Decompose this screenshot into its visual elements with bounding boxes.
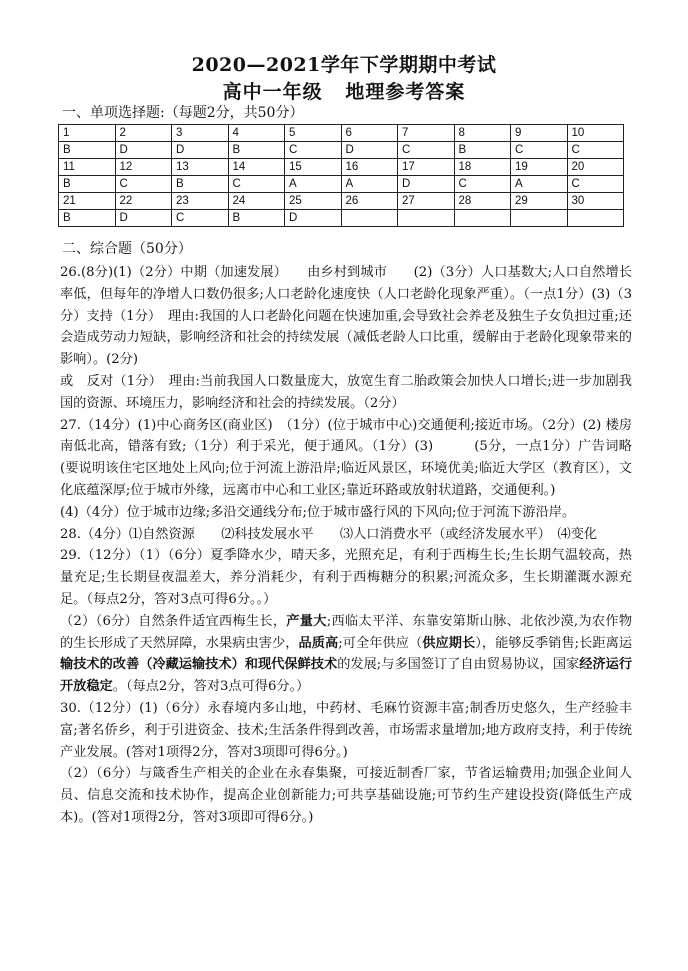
answer-cell: D [285,210,342,227]
q30-part2-answer: （2）（6分）与箴香生产相关的企业在永春集聚，可接近制香厂家，节省运输费用;加强企业间人员、信息交流和技术协作，提高企业创新能力;可共享基础设施;可节约生产建设投资(降低生产成本)。(答对1项得2分，答对3项即可得6分。) [60,766,632,825]
question-number-cell: 19 [511,159,568,176]
question-number-cell: 8 [454,125,511,142]
q29-text-d: ;可全年供应（ [338,635,423,651]
q26-alternative-answer: 或 反对（1分） 理由:当前我国人口数量庞大，放宽生育二胎政策会加快人口增长;进一步加剧我国的资源、环境压力，影响经济和社会的持续发展。（2分） [60,373,632,411]
q29-part1-answer: 29.（12分）（1）（6分）夏季降水少，晴天多，光照充足，有利于西梅生长;生长期气温较高，热量充足;生长期昼夜温差大，养分消耗少，有利于西梅糖分的积累;河流众多，生长期灌溉水源充足。（每点2分，答对3点可得6分。。） [60,548,632,607]
section1-heading: 一、单项选择题:（每题2分，共50分） [62,105,304,121]
answer-cell [511,210,568,227]
answer-cell: A [511,176,568,193]
question-number-row [59,125,624,142]
question-number-cell: 12 [115,159,172,176]
answer-cell [341,210,398,227]
question-number-cell: 7 [398,125,455,142]
answer-cell: B [59,210,116,227]
q26-answer: 26.(8分)(1)（2分）中期（加速发展） 由乡村到城市 (2)（3分）人口基数大;人口自然增长率低，但每年的净增人口数仍很多;人口老龄化速度快（人口老龄化现象严重）。（一点1分）(3)（3分）支持（1分） 理由:我国的人口老龄化问题在快速加重,会导致社会养老及独生子女负担过重;还会造成劳动力短缺，影响经济和社会的持续发展（减低老龄人口比重，缓解由于老龄化现象带来的影响）。(2分) [60,265,632,368]
question-number-cell: 11 [59,159,116,176]
question-number-cell: 1 [59,125,116,142]
answers-body [60,262,632,829]
question-number-cell: 26 [341,193,398,210]
q29-key-economy: 经济运行开放稳定 [60,657,633,695]
answer-cell: C [172,210,229,227]
question-number-cell: 4 [228,125,285,142]
question-number-row [59,193,624,210]
answer-cell: D [398,176,455,193]
q29-text-g: 。（每点2分，答对3点可得6分。） [112,679,310,695]
answer-cell: A [285,176,342,193]
question-number-cell: 17 [398,159,455,176]
question-number-cell: 14 [228,159,285,176]
q29-part2-answer [60,611,632,698]
answer-cell: B [172,176,229,193]
question-number-cell: 28 [454,193,511,210]
answer-cell: C [398,142,455,159]
answer-cell: C [567,176,624,193]
q27-answer: 27.（14分）(1)中心商务区(商业区) （1分）(位于城市中心)交通便利;接近市场。（2分）(2) 楼房南低北高，错落有致;（1分）利于采光，便于通风。（1分）(3) (5分，一点1分）广告词略(要说明该住宅区地处上风向;位于河流上游沿岸;临近风景区，环境优美;临近大学区（教育区），文化底蕴深厚;位于城市外缘，远离市中心和工业区;靠近环路或放射状道路，交通便利。) [60,417,632,498]
question-number-cell: 22 [115,193,172,210]
section2-heading: 二、综合题（50分） [62,241,192,257]
answer-cell: C [115,176,172,193]
q29-key-transport: 输技术的改善（冷藏运输技术）和现代保鲜技术 [60,657,338,673]
answer-table [58,124,624,227]
question-number-cell: 3 [172,125,229,142]
q30-part1-answer: 30.（12分）(1)（6分）永春境内多山地，中药材、毛麻竹资源丰富;制香历史悠久，生产经验丰富;著名侨乡，利于引进资金、技术;生活条件得到改善，市场需求量增加;地方政府支持，利于传统产业发展。(答对1项得2分，答对3项即可得6分。) [60,700,632,760]
answer-row [59,142,624,159]
answer-cell [454,210,511,227]
answer-cell: B [454,142,511,159]
answer-cell [567,210,624,227]
question-number-cell: 30 [567,193,624,210]
answer-cell [398,210,455,227]
question-number-cell: 5 [285,125,342,142]
q29-text-a: （2）（6分）自然条件适宜西梅生长， [60,613,287,629]
question-number-cell: 18 [454,159,511,176]
answer-cell: C [454,176,511,193]
exam-subtitle: 高中一年级 地理参考答案 [222,81,466,103]
question-number-cell: 27 [398,193,455,210]
answer-cell: D [172,142,229,159]
question-number-cell: 21 [59,193,116,210]
question-number-cell: 10 [567,125,624,142]
answer-cell: A [341,176,398,193]
answer-cell: B [228,210,285,227]
q28-answer: 28.（4分）⑴自然资源 ⑵科技发展水平 ⑶人口消费水平（或经济发展水平） ⑷变化 [60,526,598,542]
answer-cell: D [115,210,172,227]
answer-cell: C [511,142,568,159]
question-number-row [59,159,624,176]
question-number-cell: 24 [228,193,285,210]
question-number-cell: 13 [172,159,229,176]
q29-text-f: 的发展;与多国签订了自由贸易协议，国家 [337,657,580,673]
question-number-cell: 29 [511,193,568,210]
question-number-cell: 2 [115,125,172,142]
question-number-cell: 6 [341,125,398,142]
question-number-cell: 16 [341,159,398,176]
answer-cell: C [228,176,285,193]
answer-cell: D [115,142,172,159]
answer-cell: D [341,142,398,159]
question-number-cell: 15 [285,159,342,176]
answer-cell: B [228,142,285,159]
q29-key-quality: 品质高 [298,635,339,651]
q29-text-e: ），能够反季销售;长距离运 [475,635,633,651]
q29-key-supply: 供应期长 [422,635,476,651]
q29-key-output: 产量大 [286,613,327,629]
answer-cell: C [567,142,624,159]
answer-cell: B [59,142,116,159]
question-number-cell: 23 [172,193,229,210]
answer-row [59,176,624,193]
q27-part4-answer: (4)（4分）位于城市边缘;多沿交通线分布;位于城市盛行风的下风向;位于河流下游沿岸。 [60,504,576,520]
question-number-cell: 9 [511,125,568,142]
answer-row [59,210,624,227]
answer-cell: B [59,176,116,193]
exam-title: 2020—2021学年下学期期中考试 [191,54,497,76]
q29-text-c: ;西临太平洋、东靠安第斯山脉、北依沙漠,为农作物的生长形成了天然屏障，水果病虫害少， [60,613,633,651]
answer-cell: C [285,142,342,159]
question-number-cell: 25 [285,193,342,210]
question-number-cell: 20 [567,159,624,176]
